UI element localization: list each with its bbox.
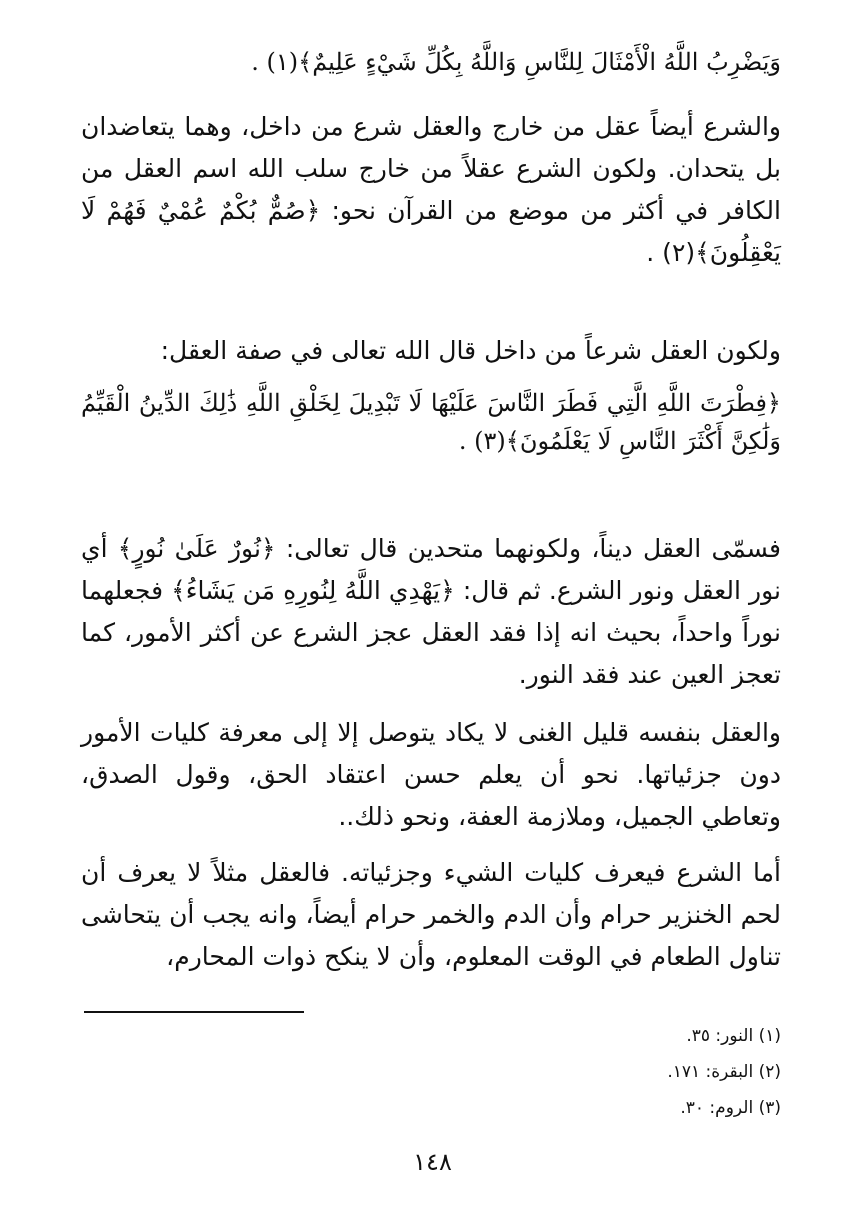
footnotes (481, 1018, 781, 1126)
footnote-divider (84, 1011, 304, 1013)
footnote-1: (١) النور: ٣٥. (686, 1026, 781, 1046)
top-verse: وَيَضْرِبُ اللَّهُ الْأَمْثَالَ لِلنَّاسِ وَاللَّهُ بِكُلِّ شَيْءٍ عَلِيمٌ﴾(١) . (251, 48, 781, 76)
page-number: ١٤٨ (413, 1148, 452, 1176)
quran-block: ﴿فِطْرَتَ اللَّهِ الَّتِي فَطَرَ النَّاسَ عَلَيْهَا لَا تَبْدِيلَ لِخَلْقِ اللَّهِ ذَٰلِكَ الدِّينُ الْقَيِّمُ وَلَٰكِنَّ أَكْثَرَ النَّاسِ لَا يَعْلَمُونَ﴾(٣) . (81, 389, 781, 455)
footnote-3: (٣) الروم: ٣٠. (680, 1098, 781, 1118)
paragraph-2: ولكون العقل شرعاً من داخل قال الله تعالى في صفة العقل: (160, 336, 781, 365)
paragraph-5: أما الشرع فيعرف كليات الشيء وجزئياته. فالعقل مثلاً لا يعرف أن لحم الخنزير حرام وأن الدم والخمر حرام أيضاً، وانه يجب أن يتحاشى تناول الطعام في الوقت المعلوم، وأن لا ينكح ذوات المحارم، (81, 858, 781, 971)
paragraph-4: والعقل بنفسه قليل الغنى لا يكاد يتوصل إلا إلى معرفة كليات الأمور دون جزئياتها. نحو أن يعلم حسن اعتقاد الحق، وقول الصدق، وتعاطي الجميل، وملازمة العفة، ونحو ذلك.. (81, 718, 781, 831)
footnote-2: (٢) البقرة: ١٧١. (667, 1062, 781, 1082)
paragraph-1: والشرع أيضاً عقل من خارج والعقل شرع من داخل، وهما يتعاضدان بل يتحدان. ولكون الشرع عقلاً من خارج سلب الله اسم العقل من الكافر في أكثر من موضع من القرآن نحو: ﴿صُمٌّ بُكْمٌ عُمْيٌ فَهُمْ لَا يَعْقِلُونَ﴾(٢) . (81, 112, 781, 267)
paragraph-3: فسمّى العقل ديناً، ولكونهما متحدين قال تعالى: ﴿نُورٌ عَلَىٰ نُورٍ﴾ أي نور العقل ونور الشرع. ثم قال: ﴿يَهْدِي اللَّهُ لِنُورِهِ مَن يَشَاءُ﴾ فجعلهما نوراً واحداً، بحيث انه إذا فقد العقل عجز الشرع عن أكثر الأمور، كما تعجز العين عند فقد النور. (81, 534, 781, 689)
